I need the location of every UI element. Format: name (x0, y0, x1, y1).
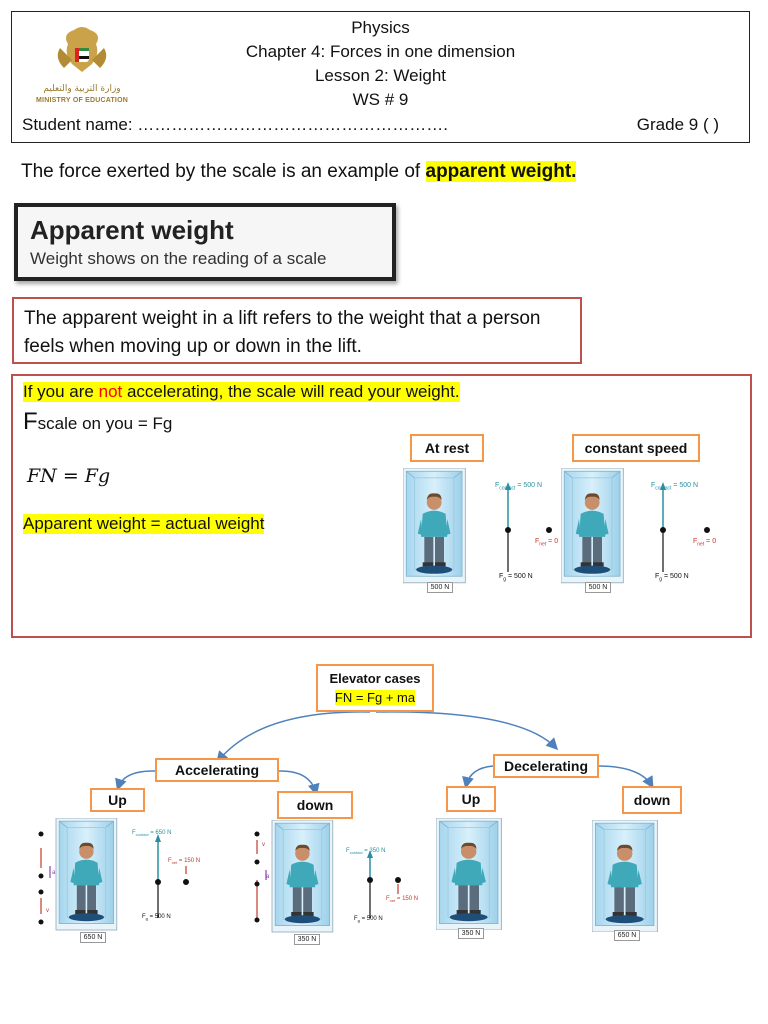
fg-label: $F_g = 500$ N (354, 916, 383, 924)
apparent-equals-actual: Apparent weight = actual weight (23, 514, 265, 533)
apparent-weight-box (14, 203, 396, 281)
fnet-label: $F_{net} = 150$ N (386, 896, 419, 904)
worksheet-header (11, 11, 750, 143)
accel-a-label: a (52, 870, 56, 876)
at-rest-figure (403, 468, 563, 598)
statement-not: not (98, 382, 123, 401)
chapter-title: Chapter 4: Forces in one dimension (245, 42, 516, 61)
statement-part1: If you are (23, 382, 99, 401)
fscale-F: F (23, 408, 38, 435)
dec-up-figure (436, 818, 508, 940)
fn-equals-fg: FN = Fg (27, 465, 111, 487)
fscale-equation (23, 408, 172, 436)
fcontact-label: $F_{contact} = 500$ N (651, 482, 699, 492)
scale-reading: 500 N (585, 582, 611, 593)
velocity-v-label: v (262, 842, 265, 848)
student-name-field[interactable]: Student name: ………………………………………………. (22, 115, 449, 134)
scale-reading: 350 N (458, 928, 484, 939)
scale-reading: 650 N (614, 930, 640, 941)
statement-part2: accelerating, the scale will read your weight. (122, 382, 460, 401)
subject-title: Physics (351, 18, 410, 37)
scale-reading: 350 N (294, 934, 320, 945)
elevator-cases-title: Elevator cases (329, 671, 421, 686)
ministry-name-english: MINISTRY OF EDUCATION (36, 97, 128, 104)
fg-label: $F_g = 500$ N (142, 914, 171, 922)
intro-highlight: apparent weight. (425, 161, 577, 182)
not-accelerating-statement (23, 382, 460, 402)
arrow-dec-down (598, 766, 652, 786)
apparent-weight-title: Apparent weight (30, 215, 234, 245)
fg-label: $F_g = 500$ N (655, 573, 689, 583)
definition-box: The apparent weight in a lift refers to the weight that a person feels when moving up or down in the lift. (12, 297, 582, 364)
dec-down-figure (592, 820, 664, 944)
dec-down-label: down (622, 786, 682, 814)
not-accelerating-box (11, 374, 752, 638)
elevator-dec-down-illustration (592, 820, 664, 932)
arrow-acc-up (118, 771, 156, 788)
acc-up-label: Up (90, 788, 145, 812)
accelerating-label: Accelerating (155, 758, 279, 782)
worksheet-number: WS # 9 (352, 90, 409, 109)
arrow-to-accelerating (218, 712, 370, 761)
scale-reading: 650 N (80, 932, 106, 943)
decelerating-label: Decelerating (493, 754, 599, 778)
fnet-label: $F_{net} = 0$ (693, 538, 717, 548)
elevator-acc-up-illustration (34, 818, 204, 934)
accel-a-label: a (266, 874, 270, 880)
elevator-formula: FN = Fg + ma (334, 690, 416, 705)
lesson-title: Lesson 2: Weight (314, 66, 447, 85)
fcontact-label: $F_{contact} = 350$ N (346, 848, 386, 856)
grade-field[interactable]: Grade 9 ( ) (636, 115, 719, 134)
at-rest-label: At rest (410, 434, 484, 462)
ministry-name-arabic: وزارة التربية والتعليم (43, 84, 121, 94)
elevator-cases-box (316, 664, 434, 712)
intro-text: The force exerted by the scale is an example of (21, 161, 426, 182)
elevator-dec-up-illustration (436, 818, 508, 930)
arrow-acc-down (278, 771, 316, 793)
dec-up-label: Up (446, 786, 496, 812)
arrow-dec-up (466, 766, 493, 786)
acc-up-figure (34, 818, 204, 944)
fcontact-label: $F_{contact} = 650$ N (132, 830, 172, 838)
fnet-label: $F_{net} = 0$ (535, 538, 559, 548)
acc-down-label: down (277, 791, 353, 819)
elevator-acc-down-illustration (250, 820, 420, 936)
constant-speed-figure (561, 468, 721, 598)
intro-sentence (21, 161, 576, 183)
constant-speed-label: constant speed (572, 434, 700, 462)
fnet-label: $F_{net} = 150$ N (168, 858, 201, 866)
acc-down-figure (250, 820, 420, 946)
fscale-rest: scale on you = Fg (37, 414, 173, 433)
fcontact-label: $F_{contact} = 500$ N (495, 482, 543, 492)
velocity-v-label: v (46, 908, 49, 914)
arrow-to-decelerating (376, 712, 556, 748)
fg-label: $F_g = 500$ N (499, 573, 533, 583)
scale-reading: 500 N (427, 582, 453, 593)
apparent-weight-subtitle: Weight shows on the reading of a scale (30, 249, 327, 268)
